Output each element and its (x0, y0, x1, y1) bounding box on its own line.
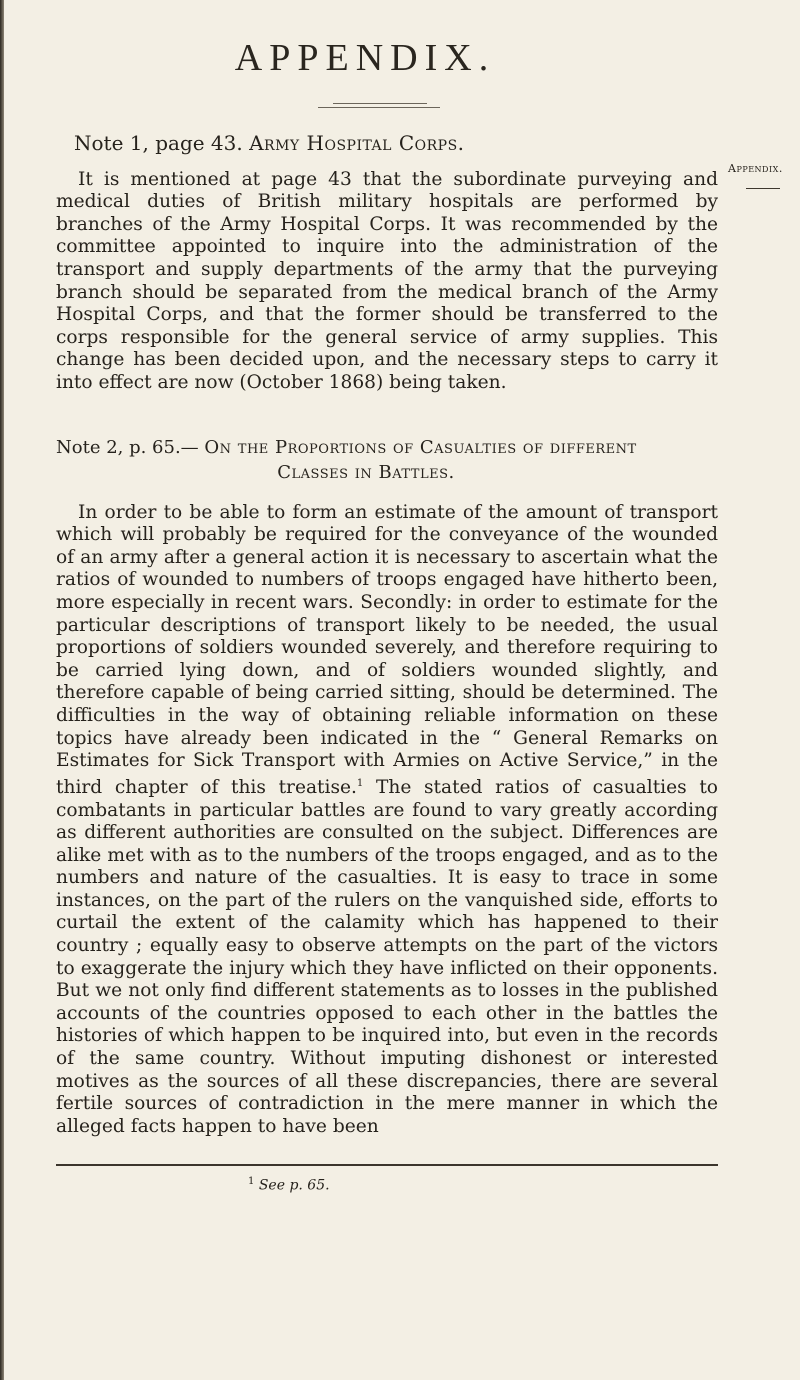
page-heading: APPENDIX. (234, 37, 496, 79)
margin-note: Appendix. (728, 162, 783, 175)
heading-rule-lower (318, 107, 440, 108)
note2-title-line2: Classes in Battles. (277, 462, 455, 483)
note2-heading (56, 435, 676, 485)
note2-text-part2: The stated ratios of casualties to combatants in particular battles are found to vary greatly according as different authorities are consulted on the subject. Differences are alike met with as to the numbers of the troops engaged, and as to the numbers and nature of the casualties. It is easy to trace in some instances, on the part of the rulers on the vanquished side, efforts to curtail the extent of the calamity which has happened to their country ; equally easy to observe attempts on the part of the victors to exaggerate the injury which they have inflicted on their opponents. But we not only find different statements as to losses in the published accounts of the countries opposed to each other in the battles the histories of which happen to be inquired into, but even in the records of the same country. Without imputing dishonest or interested motives as the sources of all these discrepancies, there are several fertile sources of contradiction in the mere manner in which the alleged facts happen to have been (56, 776, 718, 1137)
note2-title-line1: On the Proportions of Casualties of different (204, 437, 637, 458)
footnote-mark: 1 (248, 1176, 255, 1187)
margin-dash (746, 188, 780, 189)
footnote-rule (56, 1164, 718, 1166)
note1-title: Army Hospital Corps. (249, 131, 465, 155)
note1-paragraph: It is mentioned at page 43 that the subordinate purveying and medical duties of British military hospitals are performed by branches of the Army Hospital Corps. It was recommended by the committee appointed to inquire into the administration of the transport and supply departments of the army that the purveying branch should be separated from the medical branch of the Army Hospital Corps, and that the former should be transferred to the corps responsible for the general service of army supplies. This change has been decided upon, and the necessary steps to carry it into effect are now (October 1868) being taken. (56, 168, 718, 393)
note1-label: Note 1, page 43. (74, 131, 243, 155)
footnote-reference: 1 (356, 777, 364, 789)
footnote (248, 1176, 330, 1194)
note1-heading (74, 130, 465, 156)
note2-paragraph (56, 502, 718, 1139)
note2-label: Note 2, p. 65.— (56, 437, 199, 458)
footnote-text: See p. 65. (258, 1177, 330, 1194)
note2-text-part1: In order to be able to form an estimate of the amount of transport which will probably be required for the conveyance of the wounded of an army after a general action it is necessary to ascertain what the ratios of wounded to numbers of troops engaged have hitherto been, more especially in recent wars. Secondly: in order to estimate for the particular descriptions of transport likely to be needed, the usual proportions of soldiers wounded severely, and therefore requiring to be carried lying down, and of soldiers wounded slightly, and therefore capable of being carried sitting, should be determined. The difficulties in the way of obtaining reliable information on these topics have already been indicated in the “ General Remarks on Estimates for Sick Transport with Armies on Active Service,” in the third chapter of this treatise. (56, 501, 718, 798)
heading-rule (333, 103, 427, 104)
